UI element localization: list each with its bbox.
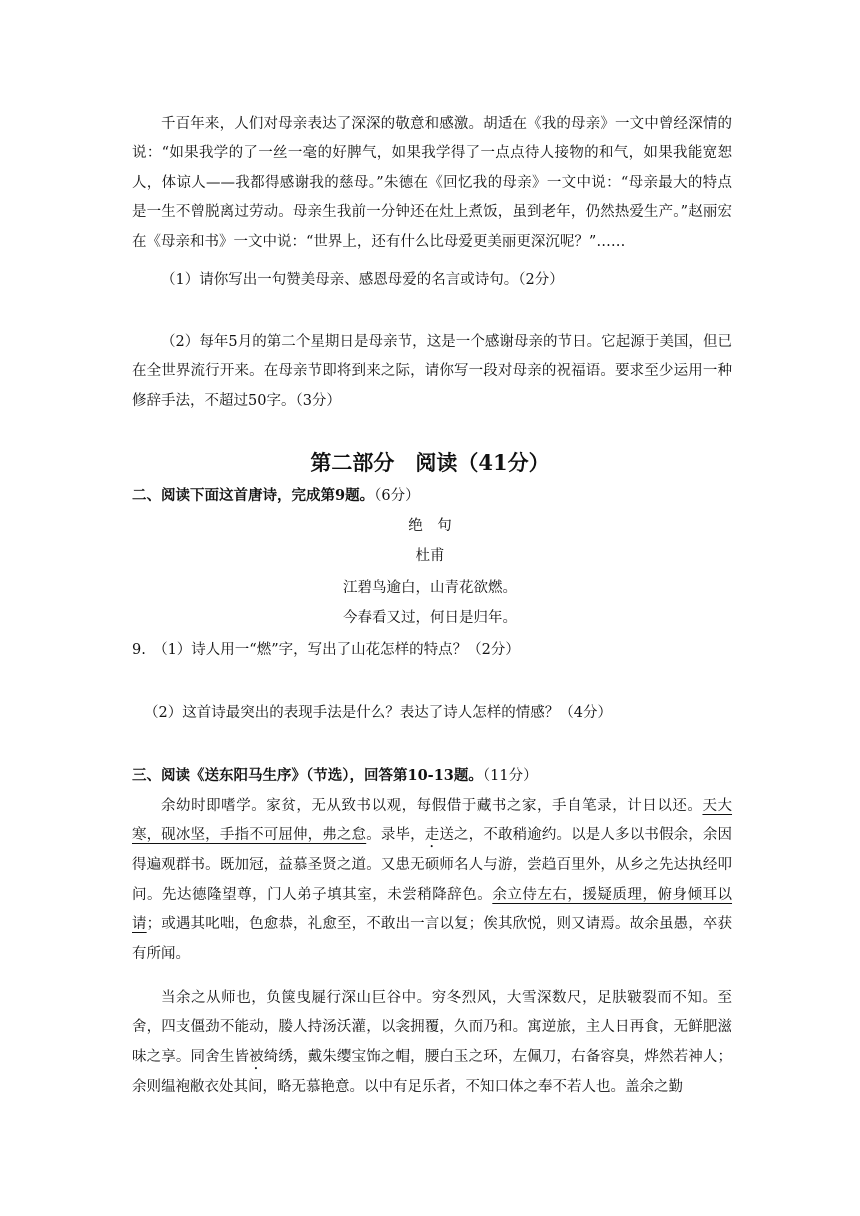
passage-paragraph-2 (132, 984, 732, 1102)
poem-title: 绝 句 (408, 518, 452, 534)
question-1: （1）请你写出一句赞美母亲、感恩母爱的名言或诗句。（2分） (161, 272, 564, 288)
intro-paragraph: 千百年来，人们对母亲表达了深深的敬意和感激。胡适在《我的母亲》一文中曾经深情的说：“如果我学的了一丝一毫的好脾气，如果我学得了一点点待人接物的和气，如果我能宽恕人，体谅人——我都得感谢我的慈母。”朱德在《回忆我的母亲》一文中说：“母亲最大的特点是一生不曾脱离过劳动。母亲生我前一分钟还在灶上煮饭，虽到老年，仍然热爱生产。”赵丽宏在《母亲和书》一文中说：“世界上，还有什么比母爱更美丽更深沉呢？”…… (132, 116, 732, 250)
question-9-1: 9. （1）诗人用一“燃”字，写出了山花怎样的特点？（2分） (132, 642, 520, 658)
passage-paragraph-1 (132, 792, 732, 969)
section-3-heading-text: 三、阅读《送东阳马生序》（节选），回答第10-13题。 (132, 767, 483, 784)
passage-text: ；或遇其叱咄，色愈恭，礼愈至，不敢出一言以复；俟其欣悦，则又请焉。故余虽愚，卒获有所闻。 (132, 916, 732, 962)
dotted-word-bei: 被 (249, 1048, 264, 1065)
question-2: （2）每年5月的第二个星期日是母亲节，这是一个感谢母亲的节日。它起源于美国，但已在全世界流行开来。在母亲节即将到来之际，请你写一段对母亲的祝福语。要求至少运用一种修辞手法，不超过50字。（3分） (132, 334, 732, 409)
part-title: 第二部分 阅读（41分） (310, 450, 550, 475)
passage-text: 余幼时即嗜学。家贫，无从致书以观，每假借于藏书之家，手自笔录，计日以还。 (161, 798, 703, 814)
underlined-sentence-2: 余立侍左右，援疑质理，俯身倾耳以请 (132, 886, 733, 933)
dotted-word-zou: 走 (424, 827, 440, 844)
passage-text: 当余之从师也，负箧曳屣行深山巨谷中。穷冬烈风，大雪深数尺，足肤皲裂而不知。至舍，四支僵劲不能动，媵人持汤沃灌，以衾拥覆，久而乃和。寓逆旅，主人日再食，无鲜肥滋味之享。同舍生皆 (132, 990, 732, 1065)
question-9-2: （2）这首诗最突出的表现手法是什么？表达了诗人怎样的情感？（4分） (144, 705, 612, 721)
poem-author: 杜甫 (415, 548, 445, 564)
poem-line-2: 今春看又过，何日是归年。 (343, 610, 517, 626)
section-2-heading (132, 481, 732, 511)
passage-text: 绮绣，戴朱缨宝饰之帽，腰白玉之环，左佩刀，右备容臭，烨然若神人；余则缊袍敝衣处其间，略无慕艳意。以中有足乐者，不知口体之奉不若人也。盖余之勤 (132, 1048, 733, 1095)
passage-text: 。录毕， (366, 827, 425, 844)
underlined-sentence-1: 天大寒，砚冰坚，手指不可屈伸，弗之怠 (132, 798, 733, 844)
section-3-score: （11分） (482, 768, 538, 784)
section-3-heading (132, 761, 732, 791)
section-2-score: （6分） (374, 488, 420, 504)
passage-text: 送之，不敢稍逾约。以是人多以书假余，余因得遍观群书。既加冠，益慕圣贤之道。又患无硕师名人与游，尝趋百里外，从乡之先达执经叩问。先达德隆望尊，门人弟子填其室，未尝稍降辞色。 (132, 827, 733, 903)
poem-line-1: 江碧鸟逾白，山青花欲燃。 (343, 580, 517, 596)
section-2-heading-text: 二、阅读下面这首唐诗，完成第9题。 (132, 487, 375, 504)
